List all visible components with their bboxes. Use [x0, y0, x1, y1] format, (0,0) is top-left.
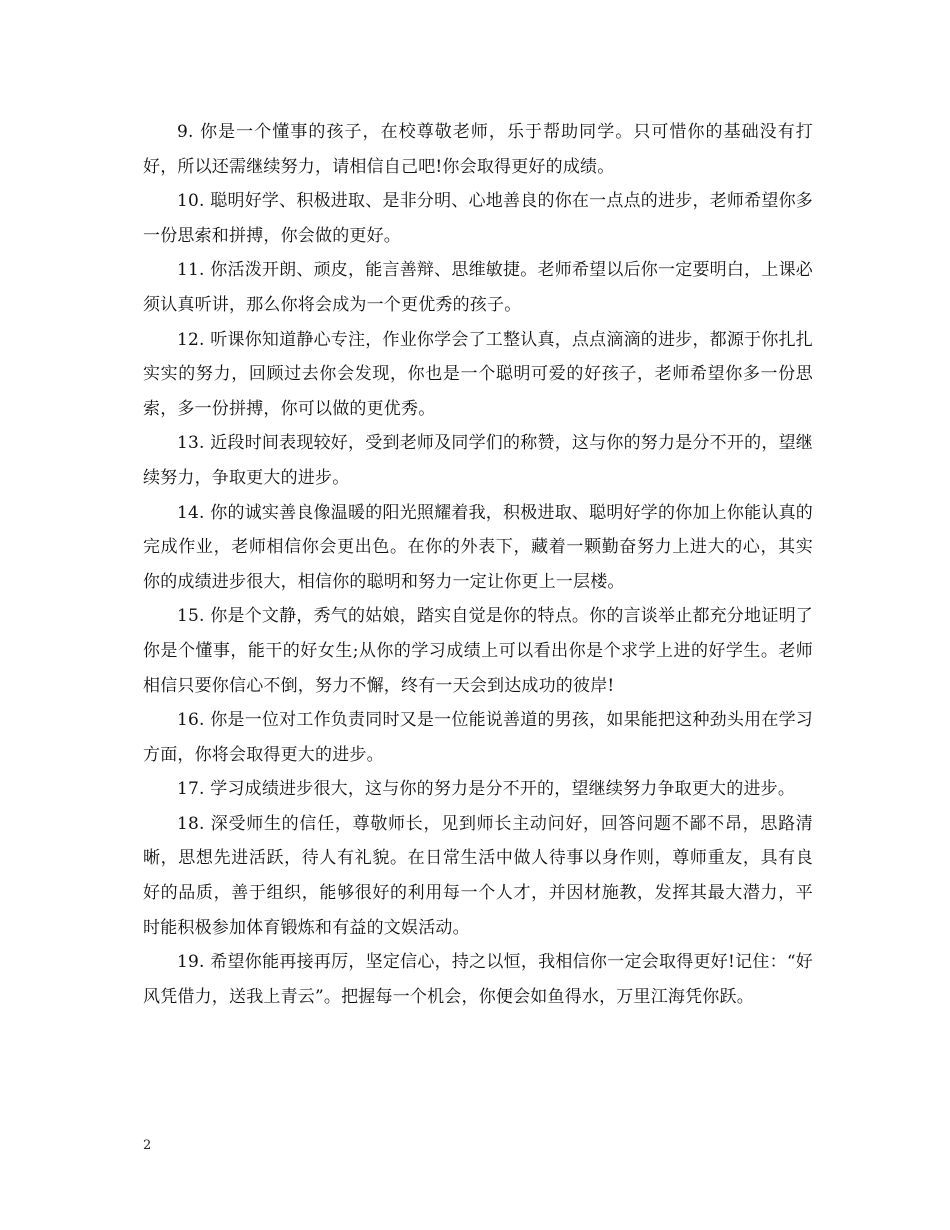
paragraph-12: 12. 听课你知道静心专注，作业你学会了工整认真，点点滴滴的进步，都源于你扎扎实实的努力，回顾过去你会发现，你也是一个聪明可爱的好孩子，老师希望你多一份思索，多一份拼搏，你可以做的更优秀。 [143, 329, 813, 419]
paragraph-10: 10. 聪明好学、积极进取、是非分明、心地善良的你在一点点的进步，老师希望你多一份思索和拼搏，你会做的更好。 [143, 191, 813, 246]
paragraph-11: 11. 你活泼开朗、顽皮，能言善辩、思维敏捷。老师希望以后你一定要明白，上课必须认真听讲，那么你将会成为一个更优秀的孩子。 [143, 260, 813, 315]
paragraph-17: 17. 学习成绩进步很大，这与你的努力是分不开的，望继续努力争取更大的进步。 [177, 779, 796, 800]
paragraph-16: 16. 你是一位对工作负责同时又是一位能说善道的男孩，如果能把这种劲头用在学习方面，你将会取得更大的进步。 [143, 710, 813, 765]
paragraph-13: 13. 近段时间表现较好，受到老师及同学们的称赞，这与你的努力是分不开的，望继续努力，争取更大的进步。 [143, 433, 813, 488]
paragraph-15: 15. 你是个文静，秀气的姑娘，踏实自觉是你的特点。你的言谈举止都充分地证明了你是个懂事，能干的好女生;从你的学习成绩上可以看出你是个求学上进的好学生。老师相信只要你信心不倒，努力不懈，终有一天会到达成功的彼岸! [143, 606, 813, 696]
paragraph-18: 18. 深受师生的信任，尊敬师长，见到师长主动问好，回答问题不鄙不昂，思路清晰，思想先进活跃，待人有礼貌。在日常生活中做人待事以身作则，尊师重友，具有良好的品质，善于组织，能够很好的利用每一个人才，并因材施教，发挥其最大潜力，平时能积极参加体育锻炼和有益的文娱活动。 [143, 813, 813, 938]
paragraph-14: 14. 你的诚实善良像温暖的阳光照耀着我，积极进取、聪明好学的你加上你能认真的完成作业，老师相信你会更出色。在你的外表下，藏着一颗勤奋努力上进大的心，其实你的成绩进步很大，相信你的聪明和努力一定让你更上一层楼。 [143, 502, 813, 592]
document-body [143, 115, 813, 1014]
paragraph-9: 9. 你是一个懂事的孩子，在校尊敬老师，乐于帮助同学。只可惜你的基础没有打好，所以还需继续努力，请相信自己吧!你会取得更好的成绩。 [143, 122, 813, 177]
page-number: 2 [143, 1138, 152, 1153]
paragraph-19: 19. 希望你能再接再厉，坚定信心，持之以恒，我相信你一定会取得更好!记住：“好风凭借力，送我上青云”。把握每一个机会，你便会如鱼得水，万里江海凭你跃。 [143, 952, 813, 1007]
